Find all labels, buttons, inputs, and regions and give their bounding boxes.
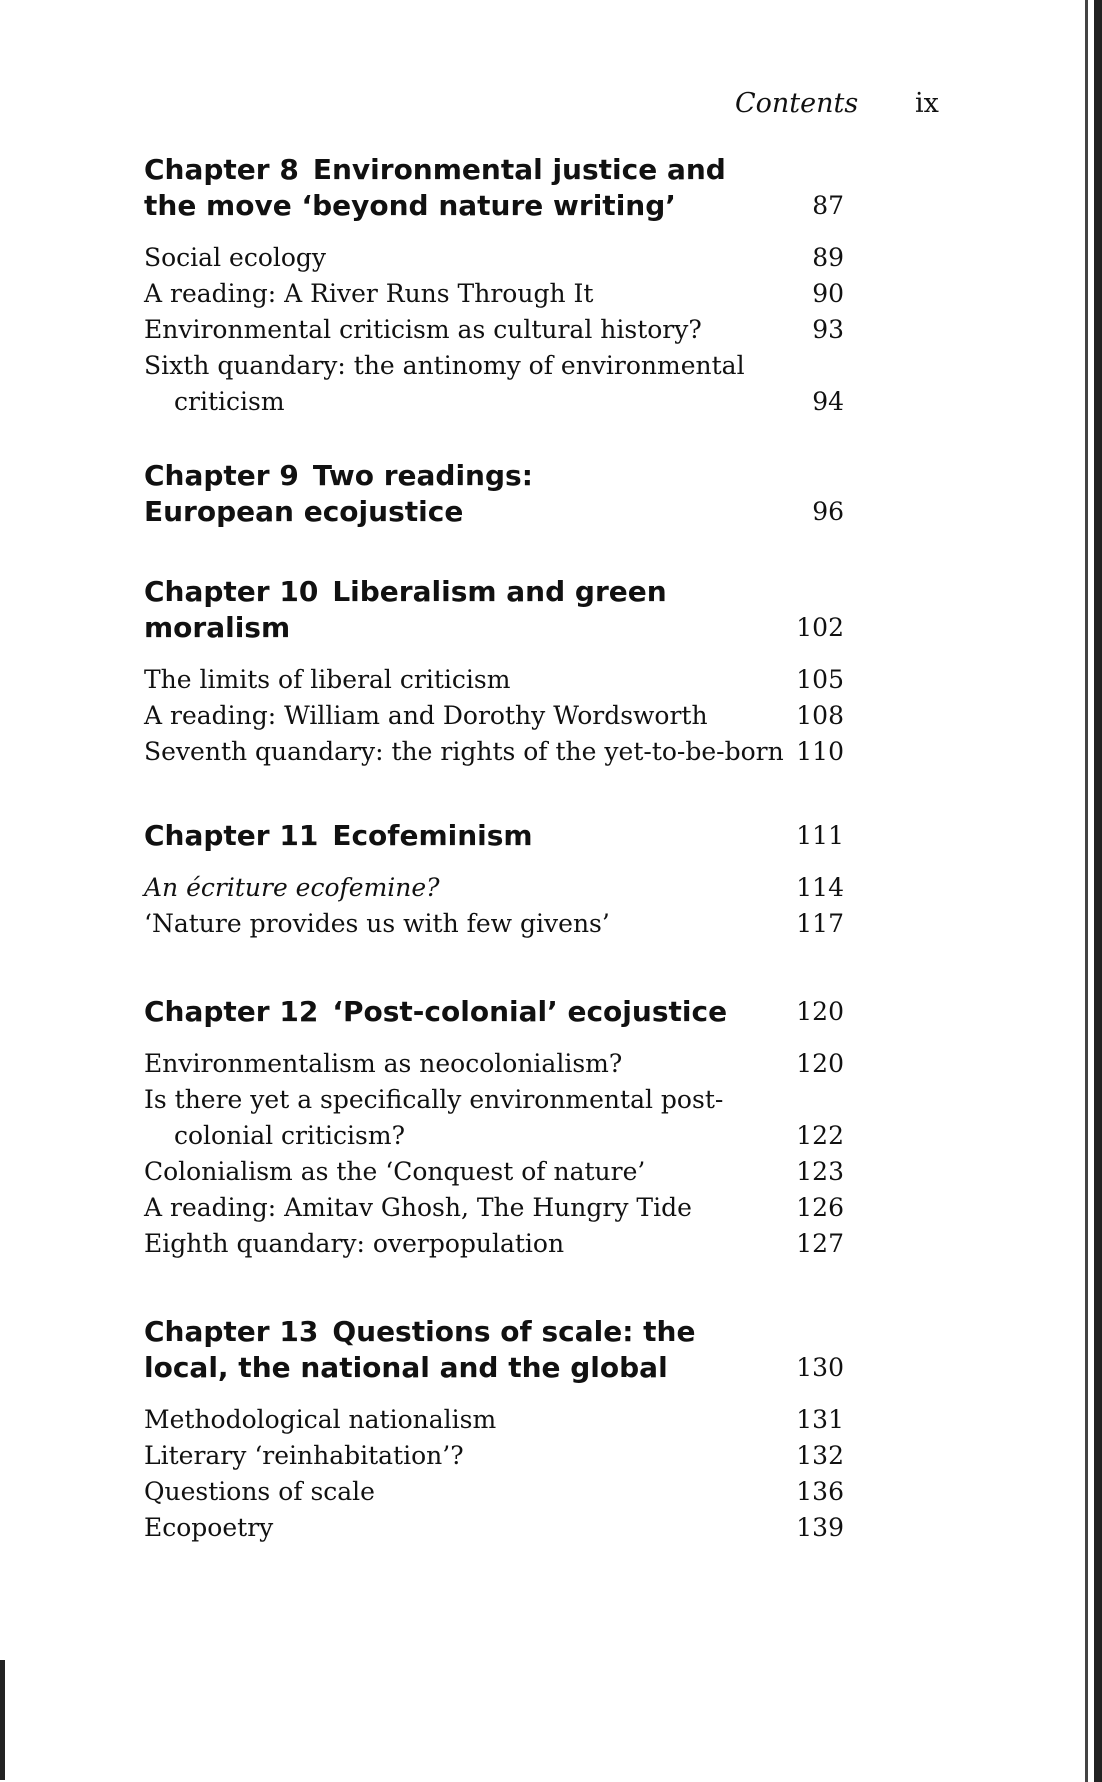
section-page-number: 122 — [796, 1121, 844, 1150]
section-entry — [144, 734, 844, 770]
section-entry — [144, 906, 844, 942]
chapter-label: Chapter 11 — [144, 819, 319, 852]
chapter-title — [144, 818, 744, 854]
section-page-number: 90 — [812, 279, 844, 308]
running-title: Contents — [735, 88, 859, 119]
section-page-number: 117 — [796, 909, 844, 938]
section-page-number: 131 — [796, 1405, 844, 1434]
section-title: Colonialism as the ‘Conquest of nature’ — [144, 1157, 646, 1186]
section-list — [144, 662, 844, 770]
chapter-9 — [144, 458, 844, 530]
section-page-number: 136 — [796, 1477, 844, 1506]
section-entry — [144, 1438, 844, 1474]
scan-edge-shadow — [1094, 0, 1102, 1782]
section-list — [144, 1046, 844, 1262]
chapter-name: ‘Post-colonial’ ecojustice — [332, 995, 728, 1028]
chapter-name: Ecofeminism — [332, 819, 533, 852]
chapter-name: Liberalism and green moralism — [144, 575, 667, 644]
chapter-label: Chapter 8 — [144, 153, 299, 186]
chapter-8 — [144, 152, 844, 420]
section-entry — [144, 1154, 844, 1190]
section-title: A reading: Amitav Ghosh, The Hungry Tide — [144, 1193, 692, 1222]
chapter-heading — [144, 152, 844, 224]
chapter-heading — [144, 574, 844, 646]
chapter-page-number: 111 — [796, 821, 844, 850]
section-title: Literary ‘reinhabitation’? — [144, 1441, 464, 1470]
section-page-number: 108 — [796, 701, 844, 730]
section-entry — [144, 312, 844, 348]
section-list — [144, 870, 844, 942]
chapter-11 — [144, 818, 844, 942]
section-entry — [144, 1402, 844, 1438]
chapter-label: Chapter 9 — [144, 459, 299, 492]
section-page-number: 127 — [796, 1229, 844, 1258]
section-page-number: 123 — [796, 1157, 844, 1186]
section-title: Eighth quandary: overpopulation — [144, 1229, 565, 1258]
chapter-heading — [144, 818, 844, 854]
chapter-heading — [144, 458, 844, 530]
section-title: Is there yet a specifically environmental post-colonial criticism? — [144, 1085, 724, 1150]
scan-binding-mark — [0, 1660, 5, 1780]
section-title: Environmentalism as neocolonialism? — [144, 1049, 623, 1078]
chapter-name: Questions of scale: the local, the national and the global — [144, 1315, 696, 1384]
chapter-page-number: 102 — [796, 613, 844, 642]
section-page-number: 139 — [796, 1513, 844, 1542]
running-header — [735, 88, 945, 128]
section-title: Sixth quandary: the antinomy of environmental criticism — [144, 351, 745, 416]
section-title: Ecopoetry — [144, 1513, 274, 1542]
chapter-10 — [144, 574, 844, 770]
chapter-12 — [144, 994, 844, 1262]
chapter-heading — [144, 994, 844, 1030]
chapter-page-number: 96 — [812, 497, 844, 526]
section-entry — [144, 1474, 844, 1510]
section-title: Questions of scale — [144, 1477, 375, 1506]
scan-edge-line — [1085, 0, 1088, 1782]
section-entry — [144, 348, 844, 420]
section-title: Methodological nationalism — [144, 1405, 497, 1434]
section-page-number: 89 — [812, 243, 844, 272]
chapter-page-number: 87 — [812, 191, 844, 220]
chapter-name: Environmental justice and the move ‘beyond nature writing’ — [144, 153, 726, 222]
running-page-number: ix — [915, 88, 939, 119]
section-title: A reading: William and Dorothy Wordsworth — [144, 701, 708, 730]
chapter-title — [144, 1314, 744, 1386]
section-page-number: 114 — [796, 873, 844, 902]
chapter-page-number: 130 — [796, 1353, 844, 1382]
section-list — [144, 240, 844, 420]
section-entry — [144, 1226, 844, 1262]
chapter-page-number: 120 — [796, 997, 844, 1026]
chapter-name: Two readings: European ecojustice — [144, 459, 533, 528]
section-title: A reading: A River Runs Through It — [144, 279, 594, 308]
chapter-label: Chapter 12 — [144, 995, 319, 1028]
section-page-number: 132 — [796, 1441, 844, 1470]
section-entry — [144, 276, 844, 312]
section-title: Social ecology — [144, 243, 327, 272]
section-page-number: 93 — [812, 315, 844, 344]
section-title: Environmental criticism as cultural history? — [144, 315, 702, 344]
section-title: An écriture ecofemine? — [144, 873, 440, 902]
chapter-title — [144, 574, 744, 646]
section-page-number: 126 — [796, 1193, 844, 1222]
section-entry — [144, 870, 844, 906]
section-entry — [144, 1082, 844, 1154]
chapter-label: Chapter 10 — [144, 575, 319, 608]
chapter-title — [144, 458, 684, 530]
section-entry — [144, 1510, 844, 1546]
chapter-heading — [144, 1314, 844, 1386]
chapter-title — [144, 994, 744, 1030]
table-of-contents — [144, 152, 844, 1584]
section-page-number: 120 — [796, 1049, 844, 1078]
section-title: The limits of liberal criticism — [144, 665, 511, 694]
section-entry — [144, 1190, 844, 1226]
section-entry — [144, 698, 844, 734]
chapter-title — [144, 152, 744, 224]
section-list — [144, 1402, 844, 1546]
section-entry — [144, 240, 844, 276]
section-page-number: 110 — [796, 737, 844, 766]
section-page-number: 94 — [812, 387, 844, 416]
chapter-13 — [144, 1314, 844, 1546]
chapter-label: Chapter 13 — [144, 1315, 319, 1348]
section-entry — [144, 1046, 844, 1082]
section-entry — [144, 662, 844, 698]
section-page-number: 105 — [796, 665, 844, 694]
section-title: ‘Nature provides us with few givens’ — [144, 909, 610, 938]
section-title: Seventh quandary: the rights of the yet-to-be-born — [144, 737, 784, 766]
